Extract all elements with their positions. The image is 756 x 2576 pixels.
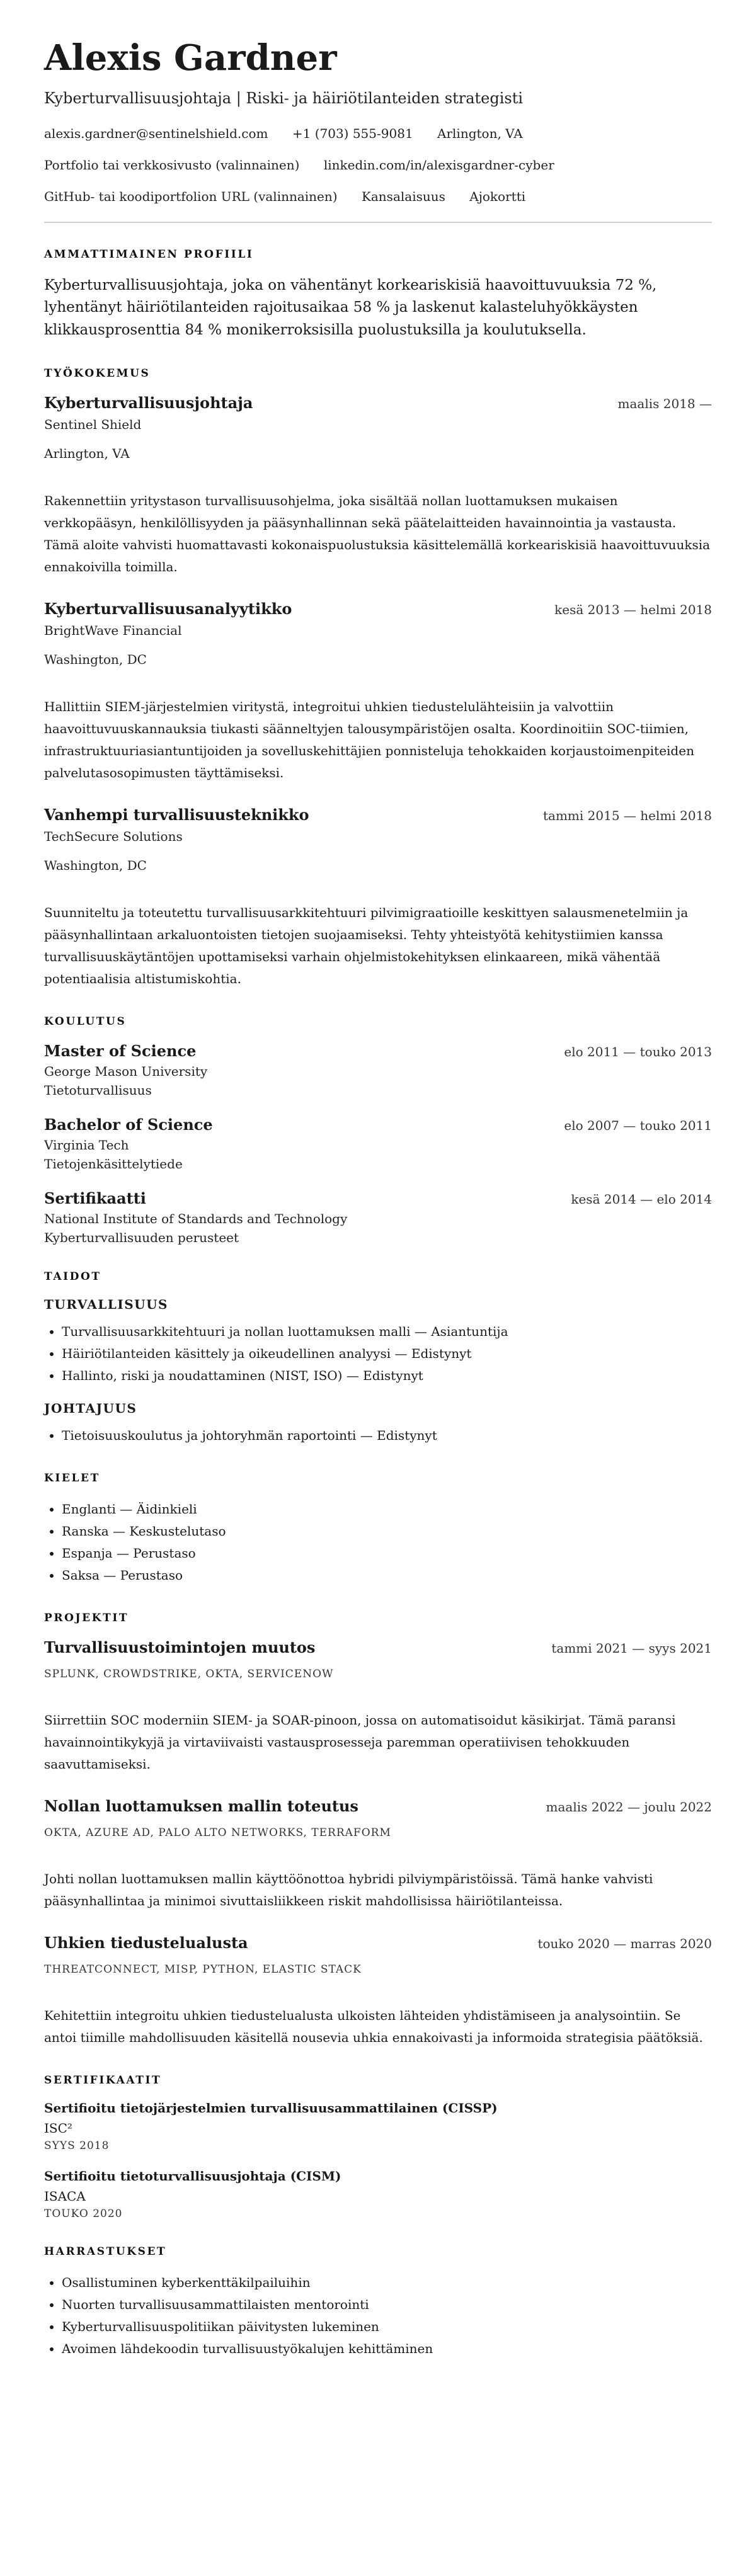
projects-heading: PROJEKTIT: [44, 1611, 129, 1624]
profile-heading: AMMATTIMAINEN PROFIILI: [44, 248, 254, 261]
skill-list: [44, 1321, 712, 1387]
degree-title: Master of Science: [44, 1041, 197, 1060]
language-list: [44, 1498, 712, 1587]
job-location: Washington, DC: [44, 651, 147, 667]
skill-list: [44, 1425, 712, 1447]
linkedin-link[interactable]: linkedin.com/in/alexisgardner-cyber: [323, 157, 554, 173]
profile-text: Kyberturvallisuusjohtaja, joka on vähentänyt korkeariskisiä haavoittuvuuksia 72 %, lyhentänyt häiriötilanteiden rajoitusaikaa 58 % ja laskenut kalasteluhyökkäysten klikkausprosenttia 84 % monikerroksisilla puolustuksilla ja koulutuksella.: [44, 276, 657, 338]
phone-number: +1 (703) 555-9081: [292, 125, 413, 141]
job-dates: tammi 2015 — helmi 2018: [543, 807, 712, 823]
project-title: Nollan luottamuksen mallin toteutus: [44, 1796, 358, 1815]
github-link[interactable]: GitHub- tai koodiportfolion URL (valinnainen): [44, 188, 338, 204]
job-dates: kesä 2013 — helmi 2018: [554, 601, 712, 617]
skills-heading: TAIDOT: [44, 1270, 101, 1283]
hobby-item: • Kyberturvallisuuspolitiikan päivitysten lukeminen: [62, 2316, 712, 2338]
project-dates: touko 2020 — marras 2020: [537, 1935, 712, 1951]
contact-row-3: [44, 189, 712, 204]
skill-item: • Tietoisuuskoulutus ja johtoryhmän raportointi — Edistynyt: [62, 1425, 712, 1447]
job-description: Hallittiin SIEM-järjestelmien viritystä, integroitui uhkien tiedustelulähteisiin ja valvottiin haavoittuvuuskannauksia tiukasti säänneltyjen talousympäristöjen osalta. Koordinoitiin SOC-tiimien, infrastruktuuriasiantuntijoiden ja sovelluskehittäjien ponnisteluja tehokkaiden korjaustoimenpiteiden palvelutasosopimusten täyttämiseksi.: [44, 698, 694, 780]
school-name: George Mason University: [44, 1063, 208, 1079]
project-title: Turvallisuustoimintojen muutos: [44, 1638, 316, 1656]
email-link[interactable]: alexis.gardner@sentinelshield.com: [44, 125, 268, 141]
languages-section: [44, 1472, 712, 1587]
certification-issuer: ISC²: [44, 2120, 72, 2136]
contact-row-2: [44, 157, 712, 173]
project-dates: maalis 2022 — joulu 2022: [546, 1799, 712, 1815]
project-dates: tammi 2021 — syys 2021: [551, 1640, 712, 1656]
certification-entry: [44, 2169, 712, 2220]
languages-heading: KIELET: [44, 1471, 100, 1485]
certification-name: Sertifioitu tietoturvallisuusjohtaja (CISM): [44, 2168, 341, 2184]
job-location: Washington, DC: [44, 857, 147, 873]
education-dates: elo 2011 — touko 2013: [564, 1044, 712, 1059]
degree-title: Bachelor of Science: [44, 1115, 213, 1134]
experience-entry: [44, 600, 712, 784]
skill-item: • Turvallisuusarkkitehtuuri ja nollan luottamuksen malli — Asiantuntija: [62, 1321, 712, 1343]
language-item: • Saksa — Perustaso: [62, 1564, 712, 1587]
field-of-study: Tietoturvallisuus: [44, 1082, 152, 1098]
certifications-section: [44, 2074, 712, 2220]
skill-item: • Häiriötilanteiden käsittely ja oikeudellinen analyysi — Edistynyt: [62, 1343, 712, 1365]
contact-row-1: [44, 126, 712, 141]
projects-section: [44, 1612, 712, 2049]
degree-title: Sertifikaatti: [44, 1188, 146, 1207]
language-item: • Ranska — Keskustelutaso: [62, 1520, 712, 1542]
project-title: Uhkien tiedustelualusta: [44, 1933, 248, 1952]
certification-date: SYYS 2018: [44, 2139, 110, 2152]
skills-section: [44, 1270, 712, 1447]
hobby-list: [44, 2272, 712, 2360]
experience-entry: [44, 394, 712, 578]
field-of-study: Kyberturvallisuuden perusteet: [44, 1229, 239, 1245]
job-title: Vanhempi turvallisuusteknikko: [44, 805, 309, 824]
certification-name: Sertifioitu tietojärjestelmien turvallisuusammattilainen (CISSP): [44, 2100, 498, 2116]
hobby-item: • Nuorten turvallisuusammattilaisten mentorointi: [62, 2294, 712, 2316]
company-name: BrightWave Financial: [44, 622, 182, 638]
hobby-item: • Avoimen lähdekoodin turvallisuustyökalujen kehittäminen: [62, 2338, 712, 2360]
company-name: TechSecure Solutions: [44, 828, 183, 844]
job-title: Kyberturvallisuusjohtaja: [44, 393, 253, 412]
certification-issuer: ISACA: [44, 2188, 86, 2204]
candidate-subtitle: Kyberturvallisuusjohtaja | Riski- ja häiriötilanteiden strategisti: [44, 89, 524, 107]
education-dates: kesä 2014 — elo 2014: [571, 1191, 712, 1207]
project-tech-tags: THREATCONNECT, MISP, PYTHON, ELASTIC STACK: [44, 1963, 362, 1976]
language-item: • Espanja — Perustaso: [62, 1542, 712, 1564]
job-description: Suunniteltu ja toteutettu turvallisuusarkkitehtuuri pilvimigraatioille keskittyen salausmenetelmiin ja pääsynhallintaan arkaluontoisten tietojen suojaamiseksi. Tehty yhteistyötä kehitystiimien kanssa turvallisuuskäytäntöjen upottamiseksi varhain ohjelmistokehityksen elinkaareen, mikä vähentää potentiaalisia altistumiskohtia.: [44, 904, 689, 986]
project-tech-tags: SPLUNK, CROWDSTRIKE, OKTA, SERVICENOW: [44, 1667, 334, 1680]
job-description: Rakennettiin yritystason turvallisuusohjelma, joka sisältää nollan luottamuksen mukaisen verkkopääsyn, henkilöllisyyden ja pääsynhallinnan sekä päätelaitteiden havainnointia ja vastausta. Tämä aloite vahvisti huomattavasti kokonaispuolustuksia käsittelemällä korkeariskisiä haavoittuvuuksia ennakoivilla toimilla.: [44, 493, 711, 574]
candidate-name: Alexis Gardner: [44, 37, 337, 79]
education-entry: [44, 1042, 712, 1098]
job-dates: maalis 2018 —: [617, 396, 712, 411]
experience-heading: TYÖKOKEMUS: [44, 367, 151, 380]
project-entry: [44, 1638, 712, 1775]
certification-entry: [44, 2100, 712, 2152]
certification-date: TOUKO 2020: [44, 2207, 123, 2220]
skill-group-title: TURVALLISUUS: [44, 1296, 168, 1312]
skill-item: • Hallinto, riski ja noudattaminen (NIST, ISO) — Edistynyt: [62, 1365, 712, 1387]
resume-header: [44, 39, 712, 204]
education-entry: [44, 1189, 712, 1245]
project-description: Siirrettiin SOC moderniin SIEM- ja SOAR-pinoon, jossa on automatisoidut käsikirjat. Tämä paransi havainnointikykyjä ja virtaviivaisti vastausprosesseja paremman operatiivisen tehokkuuden saavuttamiseksi.: [44, 1712, 676, 1772]
experience-section: [44, 367, 712, 990]
hobbies-section: [44, 2245, 712, 2360]
education-entry: [44, 1115, 712, 1171]
project-description: Kehitettiin integroitu uhkien tiedustelualusta ulkoisten lähteiden yhdistämiseen ja analysointiin. Se antoi tiimille mahdollisuuden käsitellä nousevia uhkia ennakoivasti ja informoida strategisia päätöksiä.: [44, 2007, 703, 2045]
project-entry: [44, 1797, 712, 1912]
certifications-heading: SERTIFIKAATIT: [44, 2073, 162, 2087]
header-divider: [44, 222, 712, 223]
project-tech-tags: OKTA, AZURE AD, PALO ALTO NETWORKS, TERRAFORM: [44, 1826, 391, 1839]
education-heading: KOULUTUS: [44, 1015, 127, 1028]
project-entry: [44, 1934, 712, 2049]
field-of-study: Tietojenkäsittelytiede: [44, 1156, 183, 1171]
job-location: Arlington, VA: [44, 445, 130, 461]
job-title: Kyberturvallisuusanalyytikko: [44, 599, 292, 618]
skill-group-title: JOHTAJUUS: [44, 1400, 137, 1416]
education-dates: elo 2007 — touko 2011: [564, 1117, 712, 1133]
education-section: [44, 1015, 712, 1245]
school-name: Virginia Tech: [44, 1137, 129, 1153]
hobby-item: • Osallistuminen kyberkenttäkilpailuihin: [62, 2272, 712, 2294]
language-item: • Englanti — Äidinkieli: [62, 1498, 712, 1520]
project-description: Johti nollan luottamuksen mallin käyttöönottoa hybridi pilviympäristöissä. Tämä hanke vahvisti pääsynhallintaa ja minimoi sivuttaisliikkeen riskit mahdollisissa häiriötilanteissa.: [44, 1871, 653, 1908]
school-name: National Institute of Standards and Technology: [44, 1211, 348, 1226]
portfolio-link[interactable]: Portfolio tai verkkosivusto (valinnainen): [44, 157, 300, 173]
location-text: Arlington, VA: [437, 125, 523, 141]
company-name: Sentinel Shield: [44, 416, 142, 432]
profile-section: [44, 248, 712, 342]
hobbies-heading: HARRASTUKSET: [44, 2245, 167, 2258]
license-text: Ajokortti: [469, 188, 526, 204]
citizenship-text: Kansalaisuus: [361, 188, 445, 204]
experience-entry: [44, 806, 712, 990]
